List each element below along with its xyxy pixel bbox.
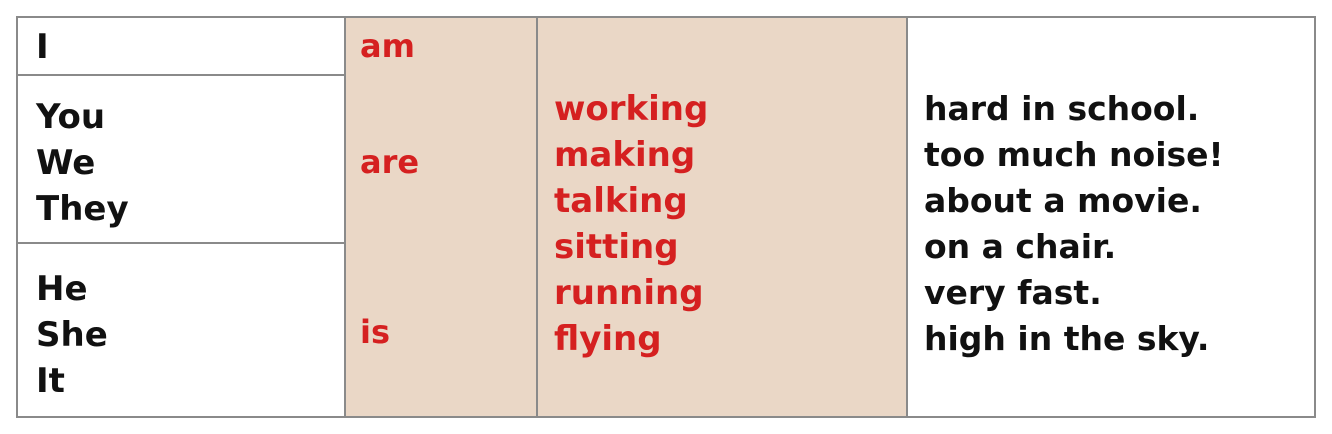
verb-making: making bbox=[554, 135, 696, 175]
subject-cell-i bbox=[18, 18, 344, 76]
be-verb-am: am bbox=[360, 27, 415, 65]
completion-high-in-the-sky: high in the sky. bbox=[924, 319, 1210, 358]
subject-column bbox=[18, 18, 344, 416]
verb-working: working bbox=[554, 89, 709, 129]
subject-he: He bbox=[36, 269, 88, 309]
ing-verb-list bbox=[554, 86, 708, 362]
completion-list bbox=[924, 86, 1224, 362]
verb-sitting: sitting bbox=[554, 227, 679, 267]
completion-hard-in-school: hard in school. bbox=[924, 89, 1200, 128]
be-verb-are: are bbox=[360, 143, 420, 181]
verb-flying: flying bbox=[554, 319, 662, 359]
subject-i: I bbox=[36, 27, 49, 67]
be-verb-column bbox=[344, 18, 536, 416]
be-verb-is: is bbox=[360, 313, 391, 351]
verb-talking: talking bbox=[554, 181, 688, 221]
verb-running: running bbox=[554, 273, 704, 313]
ing-verb-column bbox=[536, 18, 906, 416]
completion-about-a-movie: about a movie. bbox=[924, 181, 1202, 220]
completion-on-a-chair: on a chair. bbox=[924, 227, 1117, 266]
subject-you: You bbox=[36, 97, 106, 137]
subject-it: It bbox=[36, 361, 65, 401]
subject-cell-you-we-they bbox=[18, 76, 344, 244]
completion-column bbox=[906, 18, 1314, 416]
completion-very-fast: very fast. bbox=[924, 273, 1102, 312]
subject-she: She bbox=[36, 315, 108, 355]
subject-they: They bbox=[36, 189, 129, 229]
present-continuous-table bbox=[16, 16, 1316, 418]
completion-too-much-noise: too much noise! bbox=[924, 135, 1224, 174]
subject-we: We bbox=[36, 143, 96, 183]
subject-cell-he-she-it bbox=[18, 244, 344, 416]
